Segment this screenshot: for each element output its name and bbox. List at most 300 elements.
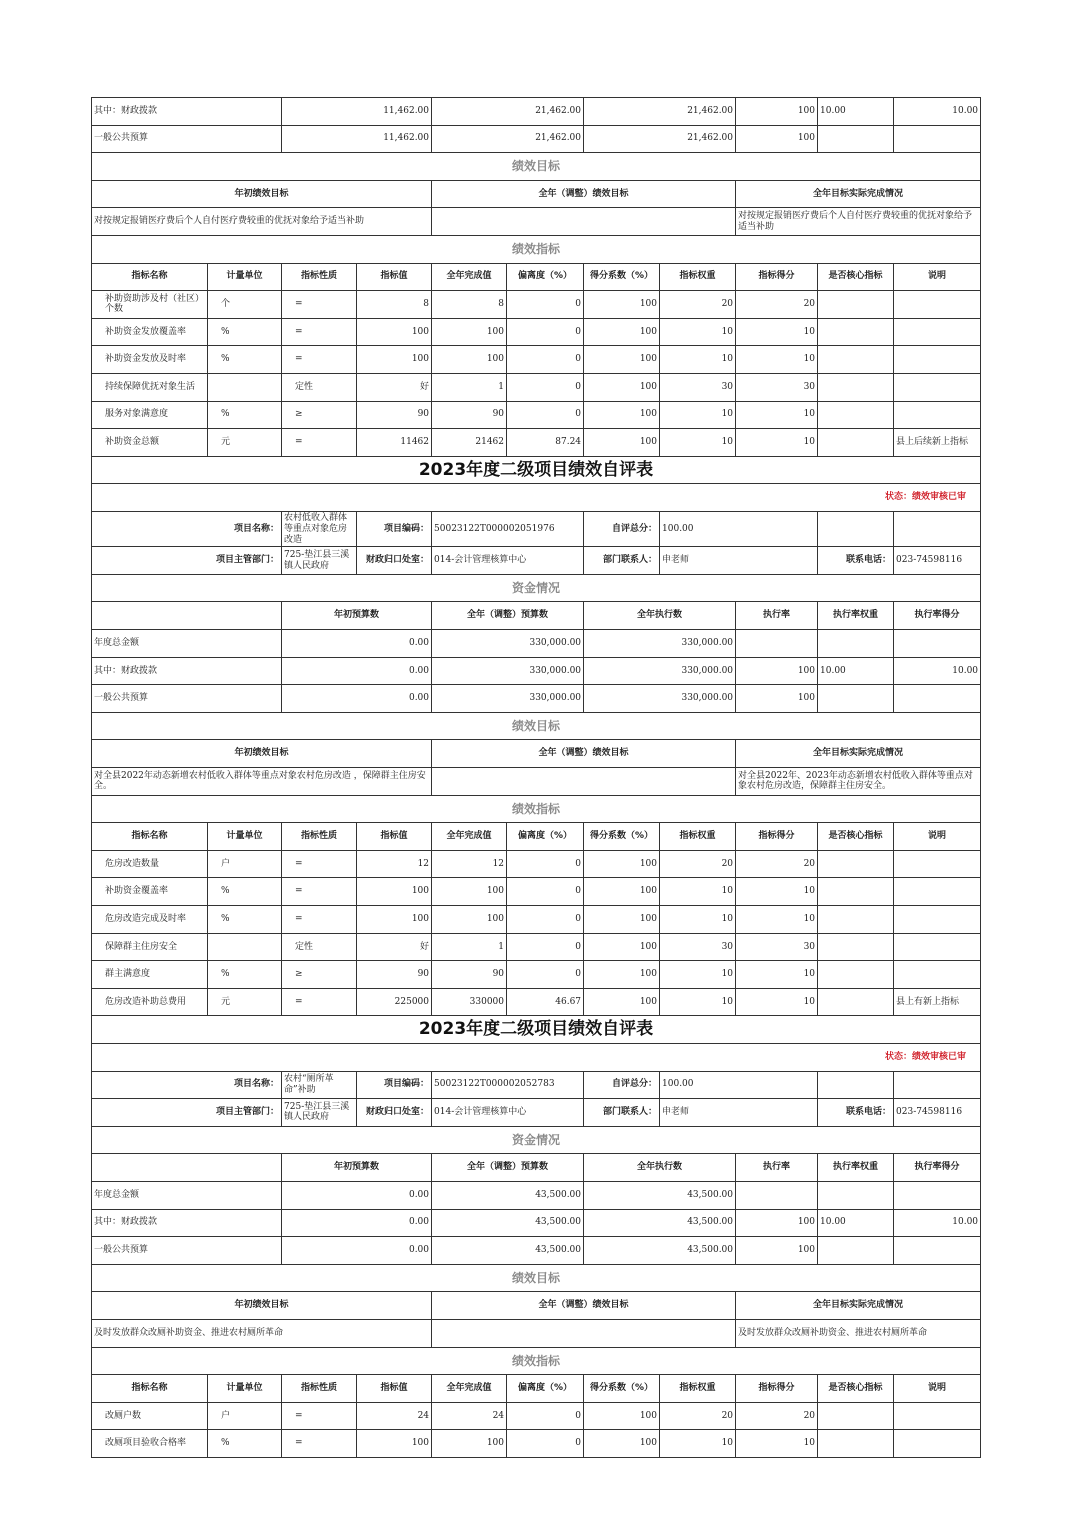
indicator-note — [894, 346, 981, 374]
fund-header-rate: 执行率 — [736, 602, 818, 630]
goal-header-row — [92, 740, 981, 768]
fund-rate-weight — [818, 685, 894, 713]
goal-header-adjusted: 全年（调整）绩效目标 — [432, 740, 736, 768]
goal-initial-text: 对全县2022年动态新增农村低收入群体等重点对象农村危房改造 ，保障群主住房安全。 — [92, 768, 432, 796]
indicator-score: 10 — [736, 429, 818, 457]
indicator-header: 指标值 — [357, 823, 432, 851]
indicator-note — [894, 961, 981, 989]
empty-cell — [818, 511, 894, 546]
indicator-weight: 10 — [660, 318, 736, 346]
indicator-nature: = — [282, 878, 357, 906]
fund-rate-weight: 10.00 — [818, 98, 894, 126]
fund-row-label: 其中：财政拨款 — [92, 657, 282, 685]
status-badge: 状态：绩效审核已审 — [92, 484, 981, 512]
indicator-deviation: 46.67 — [507, 988, 584, 1016]
indicator-nature: = — [282, 291, 357, 319]
fund-rate-weight — [818, 630, 894, 658]
goal-initial-text: 及时发放群众改厕补助资金、推进农村厕所革命 — [92, 1319, 432, 1347]
finance-office-label: 财政归口处室： — [357, 547, 432, 575]
fund-executed: 43,500.00 — [584, 1181, 736, 1209]
section-row — [92, 1264, 981, 1292]
indicator-deviation: 0 — [507, 373, 584, 401]
indicator-unit: 户 — [208, 1402, 282, 1430]
indicator-header-row — [92, 823, 981, 851]
indicator-target: 100 — [357, 1430, 432, 1458]
indicator-weight: 10 — [660, 878, 736, 906]
self-score-label: 自评总分： — [584, 511, 660, 546]
section-title-goals: 绩效目标 — [92, 1264, 981, 1292]
section-row — [92, 712, 981, 740]
indicator-coefficient: 100 — [584, 291, 660, 319]
indicator-row — [92, 961, 981, 989]
indicator-row — [92, 878, 981, 906]
indicator-nature: = — [282, 346, 357, 374]
fund-row — [92, 1237, 981, 1265]
phone-value: 023-74598116 — [894, 547, 981, 575]
indicator-coefficient: 100 — [584, 1430, 660, 1458]
indicator-target: 12 — [357, 850, 432, 878]
fund-row — [92, 657, 981, 685]
indicator-target: 100 — [357, 318, 432, 346]
indicator-target: 11462 — [357, 429, 432, 457]
indicator-unit: 元 — [208, 988, 282, 1016]
indicator-coefficient: 100 — [584, 346, 660, 374]
phone-label: 联系电话： — [818, 1099, 894, 1127]
fund-rate — [736, 1181, 818, 1209]
indicator-note — [894, 401, 981, 429]
indicator-core — [818, 1402, 894, 1430]
indicator-core — [818, 318, 894, 346]
indicator-header: 是否核心指标 — [818, 263, 894, 291]
indicator-core — [818, 933, 894, 961]
fund-row-label: 年度总金额 — [92, 1181, 282, 1209]
fund-initial: 0.00 — [282, 1181, 432, 1209]
indicator-header: 计量单位 — [208, 263, 282, 291]
fund-rate-score: 10.00 — [894, 98, 981, 126]
phone-value: 023-74598116 — [894, 1099, 981, 1127]
indicator-score: 20 — [736, 291, 818, 319]
self-score-label: 自评总分： — [584, 1071, 660, 1099]
fund-executed: 21,462.00 — [584, 125, 736, 153]
indicator-row — [92, 1430, 981, 1458]
indicator-actual: 100 — [432, 346, 507, 374]
fund-rate-score — [894, 1181, 981, 1209]
indicator-core — [818, 429, 894, 457]
goal-header-actual: 全年目标实际完成情况 — [736, 740, 981, 768]
indicator-header-row — [92, 1375, 981, 1403]
indicator-unit: % — [208, 1430, 282, 1458]
indicator-actual: 100 — [432, 878, 507, 906]
indicator-score: 10 — [736, 906, 818, 934]
indicator-note — [894, 933, 981, 961]
indicator-weight: 10 — [660, 961, 736, 989]
indicator-core — [818, 1430, 894, 1458]
project-code-value: 50023122T000002052783 — [432, 1071, 584, 1099]
indicator-weight: 30 — [660, 933, 736, 961]
indicator-row — [92, 373, 981, 401]
goal-adjusted-text — [432, 208, 736, 236]
indicator-coefficient: 100 — [584, 373, 660, 401]
indicator-name: 补助资助涉及村（社区）个数 — [92, 291, 208, 319]
indicator-name: 服务对象满意度 — [92, 401, 208, 429]
fund-initial: 0.00 — [282, 657, 432, 685]
indicator-core — [818, 906, 894, 934]
indicator-target: 90 — [357, 401, 432, 429]
indicator-core — [818, 373, 894, 401]
fund-rate-score — [894, 1237, 981, 1265]
fund-row-label: 其中：财政拨款 — [92, 1209, 282, 1237]
section-title-indicators: 绩效指标 — [92, 1347, 981, 1375]
fund-header-initial: 年初预算数 — [282, 1154, 432, 1182]
indicator-header: 指标得分 — [736, 823, 818, 851]
goal-header-adjusted: 全年（调整）绩效目标 — [432, 180, 736, 208]
indicator-coefficient: 100 — [584, 878, 660, 906]
indicator-weight: 30 — [660, 373, 736, 401]
indicator-header: 得分系数（%） — [584, 1375, 660, 1403]
indicator-nature: = — [282, 1430, 357, 1458]
goal-header-adjusted: 全年（调整）绩效目标 — [432, 1292, 736, 1320]
indicator-row — [92, 906, 981, 934]
indicator-name: 补助资金发放及时率 — [92, 346, 208, 374]
department-label: 项目主管部门： — [92, 547, 282, 575]
indicator-target: 好 — [357, 373, 432, 401]
department-value: 725-垫江县三溪镇人民政府 — [282, 547, 357, 575]
section-row — [92, 795, 981, 823]
fund-rate: 100 — [736, 1237, 818, 1265]
indicator-note — [894, 318, 981, 346]
section-row — [92, 235, 981, 263]
indicator-nature: ≥ — [282, 961, 357, 989]
fund-header-score: 执行率得分 — [894, 1154, 981, 1182]
indicator-actual: 24 — [432, 1402, 507, 1430]
report-title-row — [92, 1016, 981, 1044]
project-code-label: 项目编码： — [357, 511, 432, 546]
contact-label: 部门联系人： — [584, 547, 660, 575]
fund-executed: 330,000.00 — [584, 630, 736, 658]
goal-actual-text: 及时发放群众改厕补助资金、推进农村厕所革命 — [736, 1319, 981, 1347]
indicator-nature: = — [282, 1402, 357, 1430]
fund-rate-score: 10.00 — [894, 1209, 981, 1237]
indicator-actual: 100 — [432, 906, 507, 934]
indicator-weight: 20 — [660, 1402, 736, 1430]
department-value: 725-垫江县三溪镇人民政府 — [282, 1099, 357, 1127]
empty-cell — [894, 1071, 981, 1099]
indicator-header: 偏离度（%） — [507, 263, 584, 291]
fund-rate — [736, 630, 818, 658]
indicator-note — [894, 1402, 981, 1430]
indicator-header: 指标值 — [357, 1375, 432, 1403]
indicator-note — [894, 291, 981, 319]
indicator-score: 30 — [736, 933, 818, 961]
indicator-header: 说明 — [894, 263, 981, 291]
indicator-target: 90 — [357, 961, 432, 989]
indicator-header: 是否核心指标 — [818, 823, 894, 851]
indicator-actual: 330000 — [432, 988, 507, 1016]
fund-header-executed: 全年执行数 — [584, 602, 736, 630]
project-name-label: 项目名称： — [92, 1071, 282, 1099]
indicator-header: 指标性质 — [282, 823, 357, 851]
indicator-header: 得分系数（%） — [584, 823, 660, 851]
goal-adjusted-text — [432, 768, 736, 796]
indicator-header: 指标权重 — [660, 263, 736, 291]
indicator-weight: 10 — [660, 401, 736, 429]
fund-initial: 11,462.00 — [282, 98, 432, 126]
indicator-unit: % — [208, 906, 282, 934]
department-label: 项目主管部门： — [92, 1099, 282, 1127]
indicator-unit: % — [208, 401, 282, 429]
goal-header-initial: 年初绩效目标 — [92, 740, 432, 768]
goal-content-row — [92, 768, 981, 796]
indicator-target: 100 — [357, 878, 432, 906]
section-title-goals: 绩效目标 — [92, 712, 981, 740]
indicator-coefficient: 100 — [584, 1402, 660, 1430]
fund-adjusted: 330,000.00 — [432, 685, 584, 713]
indicator-header: 是否核心指标 — [818, 1375, 894, 1403]
fund-executed: 330,000.00 — [584, 657, 736, 685]
project-info-row — [92, 511, 981, 546]
indicator-score: 10 — [736, 1430, 818, 1458]
phone-label: 联系电话： — [818, 547, 894, 575]
fund-rate-weight: 10.00 — [818, 657, 894, 685]
project-info-row — [92, 547, 981, 575]
indicator-score: 20 — [736, 850, 818, 878]
goal-actual-text: 对全县2022年、2023年动态新增农村低收入群体等重点对象农村危房改造，保障群主住房安全。 — [736, 768, 981, 796]
report-title-row — [92, 456, 981, 484]
fund-row-label: 一般公共预算 — [92, 125, 282, 153]
indicator-nature: = — [282, 988, 357, 1016]
fund-header-adjusted: 全年（调整）预算数 — [432, 1154, 584, 1182]
indicator-deviation: 0 — [507, 850, 584, 878]
indicator-name: 改厕户数 — [92, 1402, 208, 1430]
indicator-note — [894, 906, 981, 934]
project-code-label: 项目编码： — [357, 1071, 432, 1099]
indicator-coefficient: 100 — [584, 429, 660, 457]
indicator-header: 全年完成值 — [432, 823, 507, 851]
project-name-value: 农村低收入群体等重点对象危房改造 — [282, 511, 357, 546]
contact-label: 部门联系人： — [584, 1099, 660, 1127]
indicator-actual: 100 — [432, 1430, 507, 1458]
indicator-deviation: 0 — [507, 291, 584, 319]
goal-adjusted-text — [432, 1319, 736, 1347]
indicator-header: 得分系数（%） — [584, 263, 660, 291]
indicator-header: 指标权重 — [660, 823, 736, 851]
indicator-actual: 100 — [432, 318, 507, 346]
indicator-actual: 1 — [432, 933, 507, 961]
indicator-name: 持续保障优抚对象生活 — [92, 373, 208, 401]
fund-rate-weight — [818, 1237, 894, 1265]
indicator-deviation: 0 — [507, 878, 584, 906]
indicator-core — [818, 988, 894, 1016]
indicator-nature: ≥ — [282, 401, 357, 429]
indicator-unit — [208, 933, 282, 961]
project-code-value: 50023122T000002051976 — [432, 511, 584, 546]
indicator-unit: 元 — [208, 429, 282, 457]
indicator-name: 群主满意度 — [92, 961, 208, 989]
indicator-nature: 定性 — [282, 373, 357, 401]
status-row — [92, 1043, 981, 1071]
indicator-note — [894, 850, 981, 878]
indicator-header: 指标性质 — [282, 1375, 357, 1403]
indicator-deviation: 0 — [507, 906, 584, 934]
indicator-row — [92, 1402, 981, 1430]
indicator-score: 20 — [736, 1402, 818, 1430]
fund-rate-weight: 10.00 — [818, 1209, 894, 1237]
indicator-row — [92, 850, 981, 878]
indicator-unit: % — [208, 961, 282, 989]
section-title-indicators: 绩效指标 — [92, 235, 981, 263]
indicator-coefficient: 100 — [584, 988, 660, 1016]
indicator-nature: 定性 — [282, 933, 357, 961]
indicator-nature: = — [282, 906, 357, 934]
contact-value: 申老师 — [660, 1099, 818, 1127]
indicator-row — [92, 429, 981, 457]
performance-evaluation-sheet — [91, 97, 981, 1458]
empty-cell — [818, 1071, 894, 1099]
empty-cell — [92, 602, 282, 630]
fund-initial: 11,462.00 — [282, 125, 432, 153]
section-row — [92, 153, 981, 181]
indicator-name: 保障群主住房安全 — [92, 933, 208, 961]
indicator-name: 危房改造补助总费用 — [92, 988, 208, 1016]
fund-row — [92, 630, 981, 658]
indicator-unit: % — [208, 878, 282, 906]
indicator-name: 补助资金发放覆盖率 — [92, 318, 208, 346]
indicator-header: 偏离度（%） — [507, 823, 584, 851]
indicator-name: 补助资金覆盖率 — [92, 878, 208, 906]
fund-rate: 100 — [736, 657, 818, 685]
indicator-header: 说明 — [894, 1375, 981, 1403]
fund-initial: 0.00 — [282, 630, 432, 658]
indicator-target: 24 — [357, 1402, 432, 1430]
indicator-weight: 10 — [660, 906, 736, 934]
indicator-coefficient: 100 — [584, 933, 660, 961]
indicator-core — [818, 878, 894, 906]
fund-rate-score — [894, 125, 981, 153]
indicator-target: 100 — [357, 346, 432, 374]
indicator-core — [818, 850, 894, 878]
indicator-note: 县上后续新上指标 — [894, 429, 981, 457]
goal-header-row — [92, 1292, 981, 1320]
indicator-note: 县上有新上指标 — [894, 988, 981, 1016]
indicator-header: 计量单位 — [208, 1375, 282, 1403]
indicator-actual: 21462 — [432, 429, 507, 457]
fund-header-adjusted: 全年（调整）预算数 — [432, 602, 584, 630]
contact-value: 申老师 — [660, 547, 818, 575]
goal-header-initial: 年初绩效目标 — [92, 180, 432, 208]
indicator-header: 指标性质 — [282, 263, 357, 291]
fund-adjusted: 21,462.00 — [432, 98, 584, 126]
self-score-value: 100.00 — [660, 1071, 818, 1099]
indicator-row — [92, 318, 981, 346]
indicator-header: 计量单位 — [208, 823, 282, 851]
indicator-note — [894, 373, 981, 401]
fund-adjusted: 330,000.00 — [432, 630, 584, 658]
indicator-unit: 户 — [208, 850, 282, 878]
indicator-note — [894, 1430, 981, 1458]
fund-header-initial: 年初预算数 — [282, 602, 432, 630]
report-title: 2023年度二级项目绩效自评表 — [92, 1016, 981, 1044]
indicator-name: 改厕项目验收合格率 — [92, 1430, 208, 1458]
goal-initial-text: 对按规定报销医疗费后个人自付医疗费较重的优抚对象给予适当补助 — [92, 208, 432, 236]
indicator-actual: 90 — [432, 401, 507, 429]
project-info-row — [92, 1071, 981, 1099]
fund-initial: 0.00 — [282, 1237, 432, 1265]
fund-header-rate: 执行率 — [736, 1154, 818, 1182]
indicator-nature: = — [282, 318, 357, 346]
indicator-core — [818, 401, 894, 429]
section-title-goals: 绩效目标 — [92, 153, 981, 181]
goal-header-initial: 年初绩效目标 — [92, 1292, 432, 1320]
section-title-funds: 资金情况 — [92, 574, 981, 602]
indicator-header: 全年完成值 — [432, 263, 507, 291]
fund-row-label: 一般公共预算 — [92, 1237, 282, 1265]
fund-adjusted: 43,500.00 — [432, 1181, 584, 1209]
indicator-score: 10 — [736, 988, 818, 1016]
fund-executed: 43,500.00 — [584, 1237, 736, 1265]
indicator-header: 指标名称 — [92, 1375, 208, 1403]
indicator-actual: 8 — [432, 291, 507, 319]
fund-row — [92, 1209, 981, 1237]
empty-cell — [92, 1154, 282, 1182]
indicator-header: 偏离度（%） — [507, 1375, 584, 1403]
indicator-unit: % — [208, 318, 282, 346]
fund-rate-score — [894, 685, 981, 713]
indicator-score: 30 — [736, 373, 818, 401]
indicator-name: 危房改造完成及时率 — [92, 906, 208, 934]
indicator-score: 10 — [736, 878, 818, 906]
indicator-unit: 个 — [208, 291, 282, 319]
indicator-coefficient: 100 — [584, 961, 660, 989]
indicator-deviation: 0 — [507, 1402, 584, 1430]
status-badge: 状态：绩效审核已审 — [92, 1043, 981, 1071]
fund-row-label: 一般公共预算 — [92, 685, 282, 713]
fund-row-label: 年度总金额 — [92, 630, 282, 658]
fund-rate: 100 — [736, 98, 818, 126]
fund-executed: 330,000.00 — [584, 685, 736, 713]
self-score-value: 100.00 — [660, 511, 818, 546]
fund-rate-weight — [818, 1181, 894, 1209]
section-row — [92, 574, 981, 602]
fund-header-weight: 执行率权重 — [818, 1154, 894, 1182]
indicator-header: 指标值 — [357, 263, 432, 291]
fund-header-score: 执行率得分 — [894, 602, 981, 630]
indicator-nature: = — [282, 429, 357, 457]
fund-header-weight: 执行率权重 — [818, 602, 894, 630]
project-info-row — [92, 1099, 981, 1127]
indicator-deviation: 0 — [507, 961, 584, 989]
indicator-core — [818, 291, 894, 319]
fund-rate-score: 10.00 — [894, 657, 981, 685]
indicator-weight: 20 — [660, 291, 736, 319]
indicator-actual: 90 — [432, 961, 507, 989]
indicator-deviation: 0 — [507, 346, 584, 374]
indicator-weight: 10 — [660, 988, 736, 1016]
indicator-target: 100 — [357, 906, 432, 934]
indicator-name: 补助资金总额 — [92, 429, 208, 457]
fund-header-executed: 全年执行数 — [584, 1154, 736, 1182]
indicator-score: 10 — [736, 318, 818, 346]
indicator-actual: 1 — [432, 373, 507, 401]
indicator-header: 全年完成值 — [432, 1375, 507, 1403]
fund-row — [92, 98, 981, 126]
indicator-row — [92, 933, 981, 961]
indicator-coefficient: 100 — [584, 318, 660, 346]
section-row — [92, 1126, 981, 1154]
goal-actual-text: 对按规定报销医疗费后个人自付医疗费较重的优抚对象给予适当补助 — [736, 208, 981, 236]
indicator-weight: 10 — [660, 1430, 736, 1458]
status-row — [92, 484, 981, 512]
section-title-funds: 资金情况 — [92, 1126, 981, 1154]
